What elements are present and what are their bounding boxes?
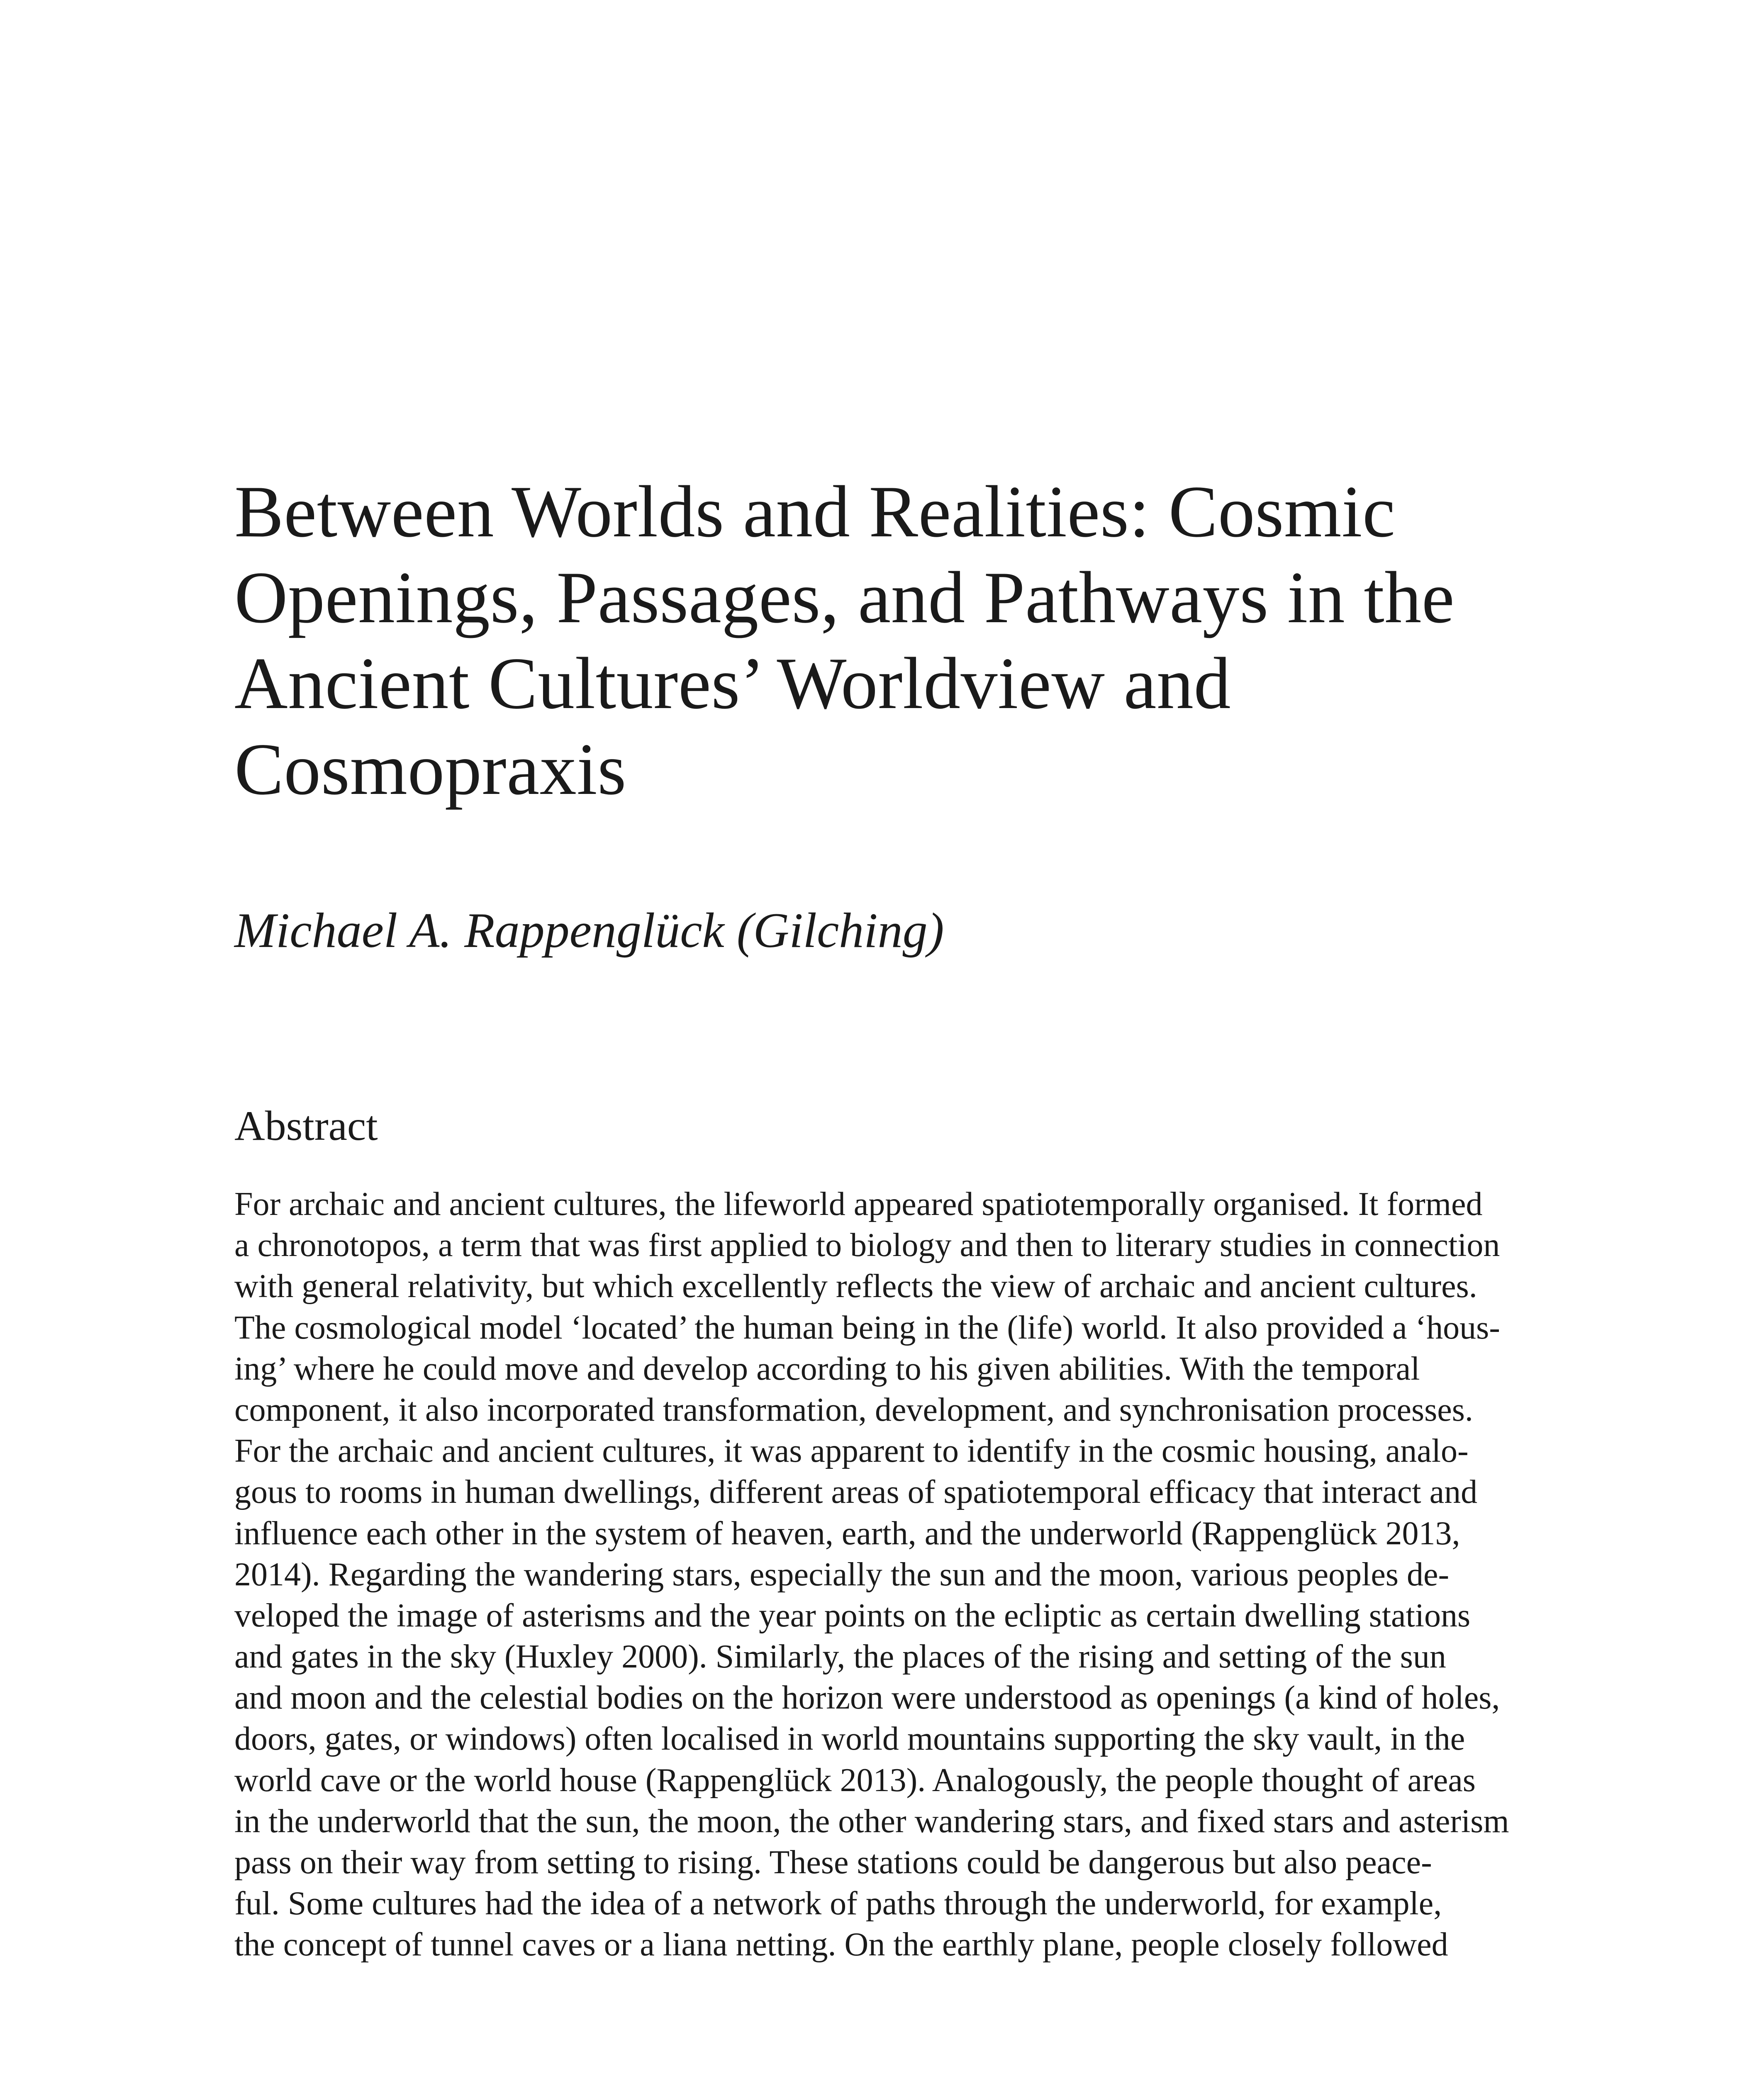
abstract-line: For the archaic and ancient cultures, it was apparent to identify in the cosmic housing, analo-	[234, 1433, 1469, 1470]
abstract-line: a chronotopos, a term that was first applied to biology and then to literary studies in connection	[234, 1227, 1500, 1264]
abstract-line: with general relativity, but which excellently reflects the view of archaic and ancient cultures.	[234, 1268, 1477, 1305]
title-line: Between Worlds and Realities: Cosmic	[234, 470, 1396, 553]
abstract-line: and gates in the sky (Huxley 2000). Similarly, the places of the rising and setting of the sun	[234, 1638, 1446, 1675]
author-byline: Michael A. Rappenglück (Gilching)	[234, 903, 944, 958]
abstract-line: doors, gates, or windows) often localised in world mountains supporting the sky vault, in the	[234, 1721, 1465, 1758]
abstract-line: influence each other in the system of heaven, earth, and the underworld (Rappenglück 2013,	[234, 1515, 1460, 1552]
abstract-line: gous to rooms in human dwellings, different areas of spatiotemporal efficacy that interact and	[234, 1474, 1478, 1511]
abstract-line: in the underworld that the sun, the moon, the other wandering stars, and fixed stars and asterism	[234, 1803, 1509, 1840]
abstract-line: For archaic and ancient cultures, the lifeworld appeared spatiotemporally organised. It formed	[234, 1186, 1483, 1222]
abstract-line: ing’ where he could move and develop according to his given abilities. With the temporal	[234, 1350, 1420, 1387]
abstract-heading: Abstract	[234, 1103, 378, 1149]
abstract-line: world cave or the world house (Rappenglück 2013). Analogously, the people thought of areas	[234, 1762, 1476, 1799]
abstract-line: and moon and the celestial bodies on the horizon were understood as openings (a kind of holes,	[234, 1680, 1500, 1716]
abstract-line: component, it also incorporated transformation, development, and synchronisation processes.	[234, 1391, 1473, 1428]
abstract-line: ful. Some cultures had the idea of a network of paths through the underworld, for example,	[234, 1885, 1442, 1922]
title-line: Openings, Passages, and Pathways in the	[234, 556, 1455, 638]
abstract-line: veloped the image of asterisms and the year points on the ecliptic as certain dwelling stations	[234, 1597, 1471, 1634]
abstract-line: 2014). Regarding the wandering stars, especially the sun and the moon, various peoples de-	[234, 1556, 1450, 1593]
abstract-body	[234, 1184, 1509, 1966]
title-line: Ancient Cultures’ Worldview and	[234, 642, 1231, 724]
abstract-line: the concept of tunnel caves or a liana netting. On the earthly plane, people closely followed	[234, 1926, 1448, 1963]
paper-title	[234, 469, 1479, 812]
abstract-line: The cosmological model ‘located’ the human being in the (life) world. It also provided a ‘hous-	[234, 1309, 1500, 1346]
abstract-line: pass on their way from setting to rising. These stations could be dangerous but also peace-	[234, 1844, 1432, 1881]
title-line: Cosmopraxis	[234, 728, 626, 810]
